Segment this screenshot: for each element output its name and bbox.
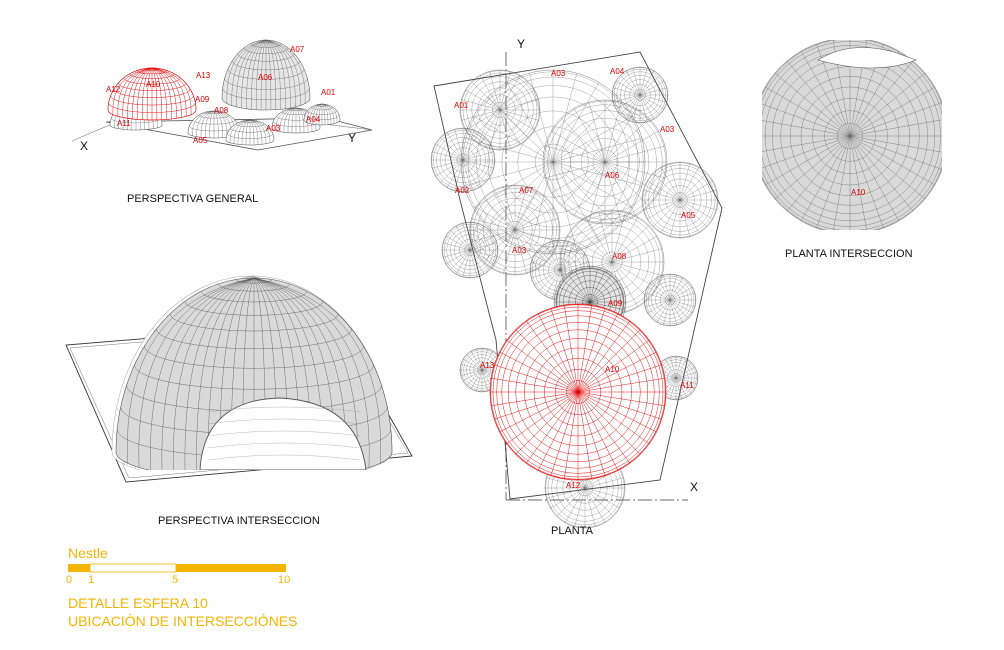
plan-dome-spoke: [616, 81, 640, 95]
caption-perspectiva-interseccion: PERSPECTIVA INTERSECCION: [158, 515, 320, 527]
plan-dome-spoke: [446, 236, 470, 250]
plan-label: A03: [551, 69, 566, 78]
plan-dome-spoke: [447, 132, 463, 160]
plan-dome-spoke: [463, 160, 491, 176]
caption-perspectiva-general: PERSPECTIVA GENERAL: [127, 193, 259, 205]
plan-dome-spoke: [465, 110, 500, 130]
scale-bar: [68, 564, 286, 572]
plan-dome-spoke: [561, 118, 605, 162]
general-label: A10: [146, 80, 161, 89]
plan-label: A07: [519, 186, 534, 195]
plan-dome-spoke: [575, 225, 612, 262]
general-label: A04: [306, 115, 321, 124]
plan-dome-spoke: [500, 110, 528, 138]
plan-dome-spoke: [480, 110, 500, 145]
plan-dome-spoke: [585, 488, 605, 523]
plan-dome-spoke: [473, 116, 553, 162]
caption-planta-interseccion: PLANTA INTERSECCION: [785, 248, 913, 260]
plan-dome-spoke: [456, 250, 470, 274]
plan-dome-spoke: [640, 95, 664, 109]
general-label: A07: [290, 45, 305, 54]
plan-dome-spoke: [585, 488, 613, 516]
plan-dome-spoke: [626, 71, 640, 95]
plan-axis-y-label: Y: [517, 37, 526, 51]
plan-dome-spoke: [616, 95, 640, 109]
plan-dome-spoke: [507, 82, 553, 162]
scale-tick-5: 5: [172, 574, 179, 586]
title-line-2: UBICACIÓN DE INTERSECCIÓNES: [68, 613, 298, 629]
planta-view: [431, 37, 722, 537]
plan-dome-spoke: [647, 200, 680, 219]
plan-label: A02: [455, 186, 470, 195]
plan-dome-spoke: [560, 244, 575, 270]
plan-dome-spoke: [435, 160, 463, 176]
general-label: A08: [214, 106, 229, 115]
plan-dome-spoke: [653, 200, 680, 227]
plan-label: A08: [612, 252, 627, 261]
plan-dome-spoke: [476, 208, 515, 231]
plan-dome-spoke: [605, 108, 636, 162]
plan-dome-spoke: [463, 160, 486, 183]
plan-dome-spoke: [472, 110, 500, 138]
plan-dome-spoke: [661, 200, 680, 233]
x-axis-line: [72, 124, 112, 141]
dome-a10: [108, 68, 196, 120]
plan-dome-spoke: [620, 75, 640, 95]
plan-dome-spoke: [500, 110, 535, 130]
general-label: A01: [321, 88, 336, 97]
plan-dome-spoke: [476, 230, 515, 253]
plan-dome-spoke: [483, 198, 515, 230]
plan-label: A03: [512, 246, 527, 255]
plan-dome-spoke: [680, 181, 713, 200]
plan-dome-spoke: [493, 191, 516, 230]
plan-axis-x-label: X: [690, 480, 699, 494]
plan-label: A10: [605, 365, 620, 374]
plan-dome-spoke: [561, 162, 605, 206]
plan-label: A01: [454, 101, 469, 110]
plan-dome-spoke: [640, 95, 654, 119]
brand-label: Nestle: [68, 545, 108, 561]
plan-dome-spoke: [560, 249, 581, 270]
plan-dome-spoke: [534, 270, 560, 285]
plan-label: A05: [681, 211, 696, 220]
plan-label: A12: [566, 481, 581, 490]
plan-dome-spoke: [640, 71, 654, 95]
plan-dome-spoke: [450, 230, 470, 250]
plan-dome-spoke: [680, 167, 699, 200]
plan-dome-spoke: [470, 226, 484, 250]
plan-label: A03: [660, 125, 675, 134]
general-axis-x: X: [80, 139, 89, 153]
plan-dome-spoke: [483, 230, 515, 262]
plan-dome-spoke: [515, 208, 554, 231]
scale-tick-10: 10: [278, 574, 291, 586]
intersection-plan-label: A10: [851, 188, 866, 197]
scale-tick-0: 0: [66, 574, 73, 586]
plan-dome-spoke: [470, 230, 490, 250]
title-line-1: DETALLE ESFERA 10: [68, 595, 208, 611]
plan-dome-spoke: [470, 250, 490, 270]
perspectiva-interseccion-view: [66, 276, 412, 527]
plan-label: A09: [608, 299, 623, 308]
plan-dome-spoke: [447, 160, 463, 188]
intersection-plan-disc: [752, 38, 948, 234]
general-axis-y: Y: [348, 131, 357, 145]
plan-dome-spoke: [647, 181, 680, 200]
plan-label: A11: [680, 381, 694, 390]
plan-dome-spoke: [470, 250, 494, 264]
planta-interseccion-view: [752, 38, 948, 260]
plan-dome-spoke: [550, 488, 585, 508]
plan-dome-spoke: [640, 95, 660, 115]
general-label: A05: [193, 136, 208, 145]
plan-dome-spoke: [574, 108, 605, 162]
plan-dome-spoke: [515, 198, 547, 230]
plan-dome-spoke: [661, 167, 680, 200]
plan-dome-spoke: [585, 488, 620, 508]
perspectiva-general-view: [72, 40, 372, 205]
plan-dome-spoke: [446, 250, 470, 264]
plan-dome-spoke: [640, 81, 664, 95]
caption-planta: PLANTA: [551, 525, 593, 537]
title-block: [66, 545, 297, 629]
plan-dome-spoke: [440, 137, 463, 160]
general-label: A11: [117, 119, 131, 128]
plan-dome-spoke: [539, 249, 560, 270]
plan-label: A04: [610, 67, 625, 76]
plan-dome-spoke: [463, 144, 491, 160]
plan-dome-spoke: [435, 144, 463, 160]
general-label: A13: [196, 71, 211, 80]
plan-dome-spoke: [500, 110, 520, 145]
plan-dome-a10: [490, 304, 666, 480]
plan-dome-spoke: [553, 97, 618, 162]
plan-dome-spoke: [565, 488, 585, 523]
dome-a10-cut: [112, 276, 392, 482]
scale-tick-1: 1: [88, 574, 95, 586]
general-label: A03: [266, 124, 281, 133]
plan-label: A06: [605, 171, 620, 180]
plan-dome-spoke: [470, 250, 484, 274]
plan-dome-spoke: [640, 75, 660, 95]
plan-label: A13: [480, 361, 495, 370]
general-label: A12: [106, 85, 121, 94]
plan-dome-spoke: [626, 95, 640, 119]
plan-dome-spoke: [472, 82, 500, 110]
plan-dome-spoke: [450, 250, 470, 270]
plan-dome-spoke: [500, 90, 535, 110]
general-label: A09: [195, 95, 210, 104]
plan-dome-spoke: [574, 162, 605, 216]
plan-dome-spoke: [605, 131, 659, 162]
general-label: A06: [258, 73, 273, 82]
plan-dome-spoke: [653, 173, 680, 200]
plan-dome-spoke: [680, 173, 707, 200]
